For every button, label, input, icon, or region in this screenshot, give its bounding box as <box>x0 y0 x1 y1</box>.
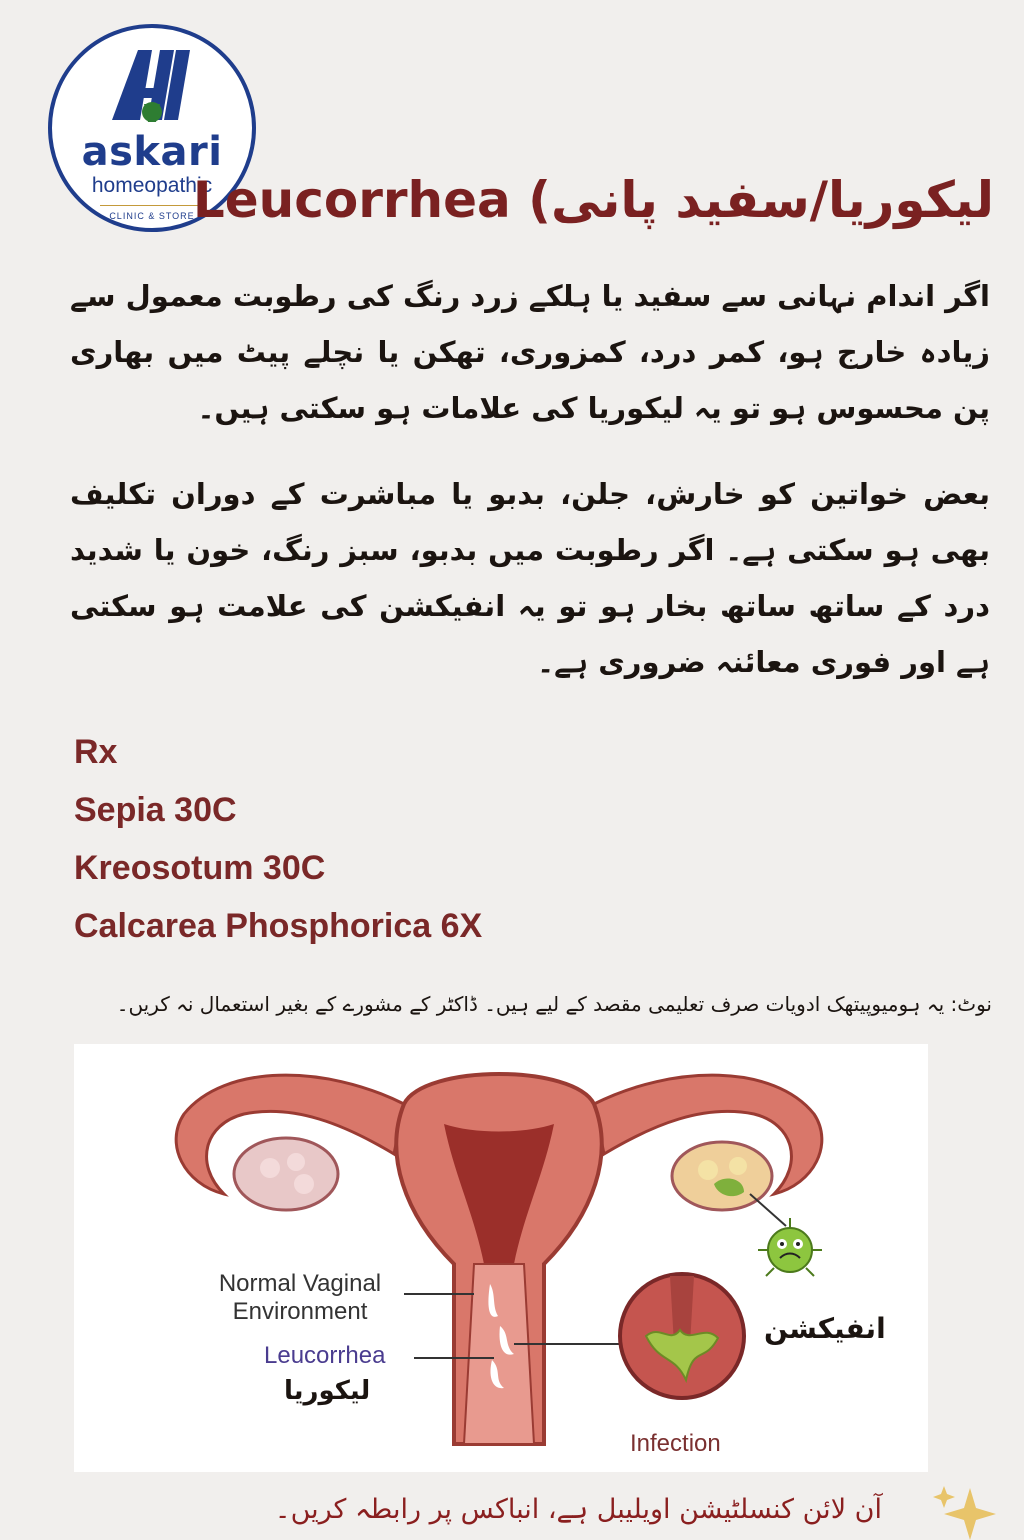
rx-heading: Rx <box>74 733 118 771</box>
consultation-footer: آن لائن کنسلٹیشن اویلیبل ہے، انباکس پر رابطہ کریں۔ <box>274 1494 882 1525</box>
remedy-item: Calcarea Phosphorica 6X <box>74 907 483 945</box>
anatomy-illustration <box>74 1044 928 1472</box>
remedy-item: Sepia 30C <box>74 791 237 829</box>
logo-subtitle: homeopathic <box>91 174 213 197</box>
remedy-item: Kreosotum 30C <box>74 849 326 887</box>
disclaimer-note: نوٹ: یہ ہومیوپیتھک ادویات صرف تعلیمی مقصد کے لیے ہیں۔ ڈاکٹر کے مشورے کے بغیر استعمال نہ کریں۔ <box>116 992 992 1016</box>
sparkle-icon <box>930 1484 1000 1540</box>
ah-monogram-icon <box>104 40 200 132</box>
logo-divider <box>100 205 204 206</box>
symptoms-paragraph: اگر اندام نہانی سے سفید یا ہلکے زرد رنگ کی رطوبت معمول سے زیادہ خارج ہو، کمر درد، کمزوری، تھکن یا نچلے پیٹ میں بھاری پن محسوس ہو تو یہ لیکوریا کی علامات ہو سکتی ہیں۔ <box>70 279 990 425</box>
label-normal-vaginal-environment: Normal Vaginal Environment <box>218 1270 382 1325</box>
label-leucorrhea-urdu: لیکوریا <box>284 1376 371 1406</box>
warning-paragraph: بعض خواتین کو خارش، جلن، بدبو یا مباشرت کے دوران تکلیف بھی ہو سکتی ہے۔ اگر رطوبت میں بدبو، سبز رنگ، خون یا شدید درد کے ساتھ ساتھ بخار ہو تو یہ انفیکشن کی علامت ہو سکتی ہے اور فوری معائنہ ضروری ہے۔ <box>70 477 990 679</box>
label-leucorrhea: Leucorrhea <box>264 1342 386 1369</box>
logo-tagline: CLINIC & STORE <box>109 211 195 221</box>
label-infection-urdu: انفیکشن <box>764 1312 886 1345</box>
uterus-diagram-icon <box>74 1044 928 1472</box>
logo-name: askari <box>81 129 223 175</box>
label-infection: Infection <box>630 1430 721 1457</box>
page-title: لیکوریا/سفید پانی) Leucorrhea <box>192 171 994 229</box>
